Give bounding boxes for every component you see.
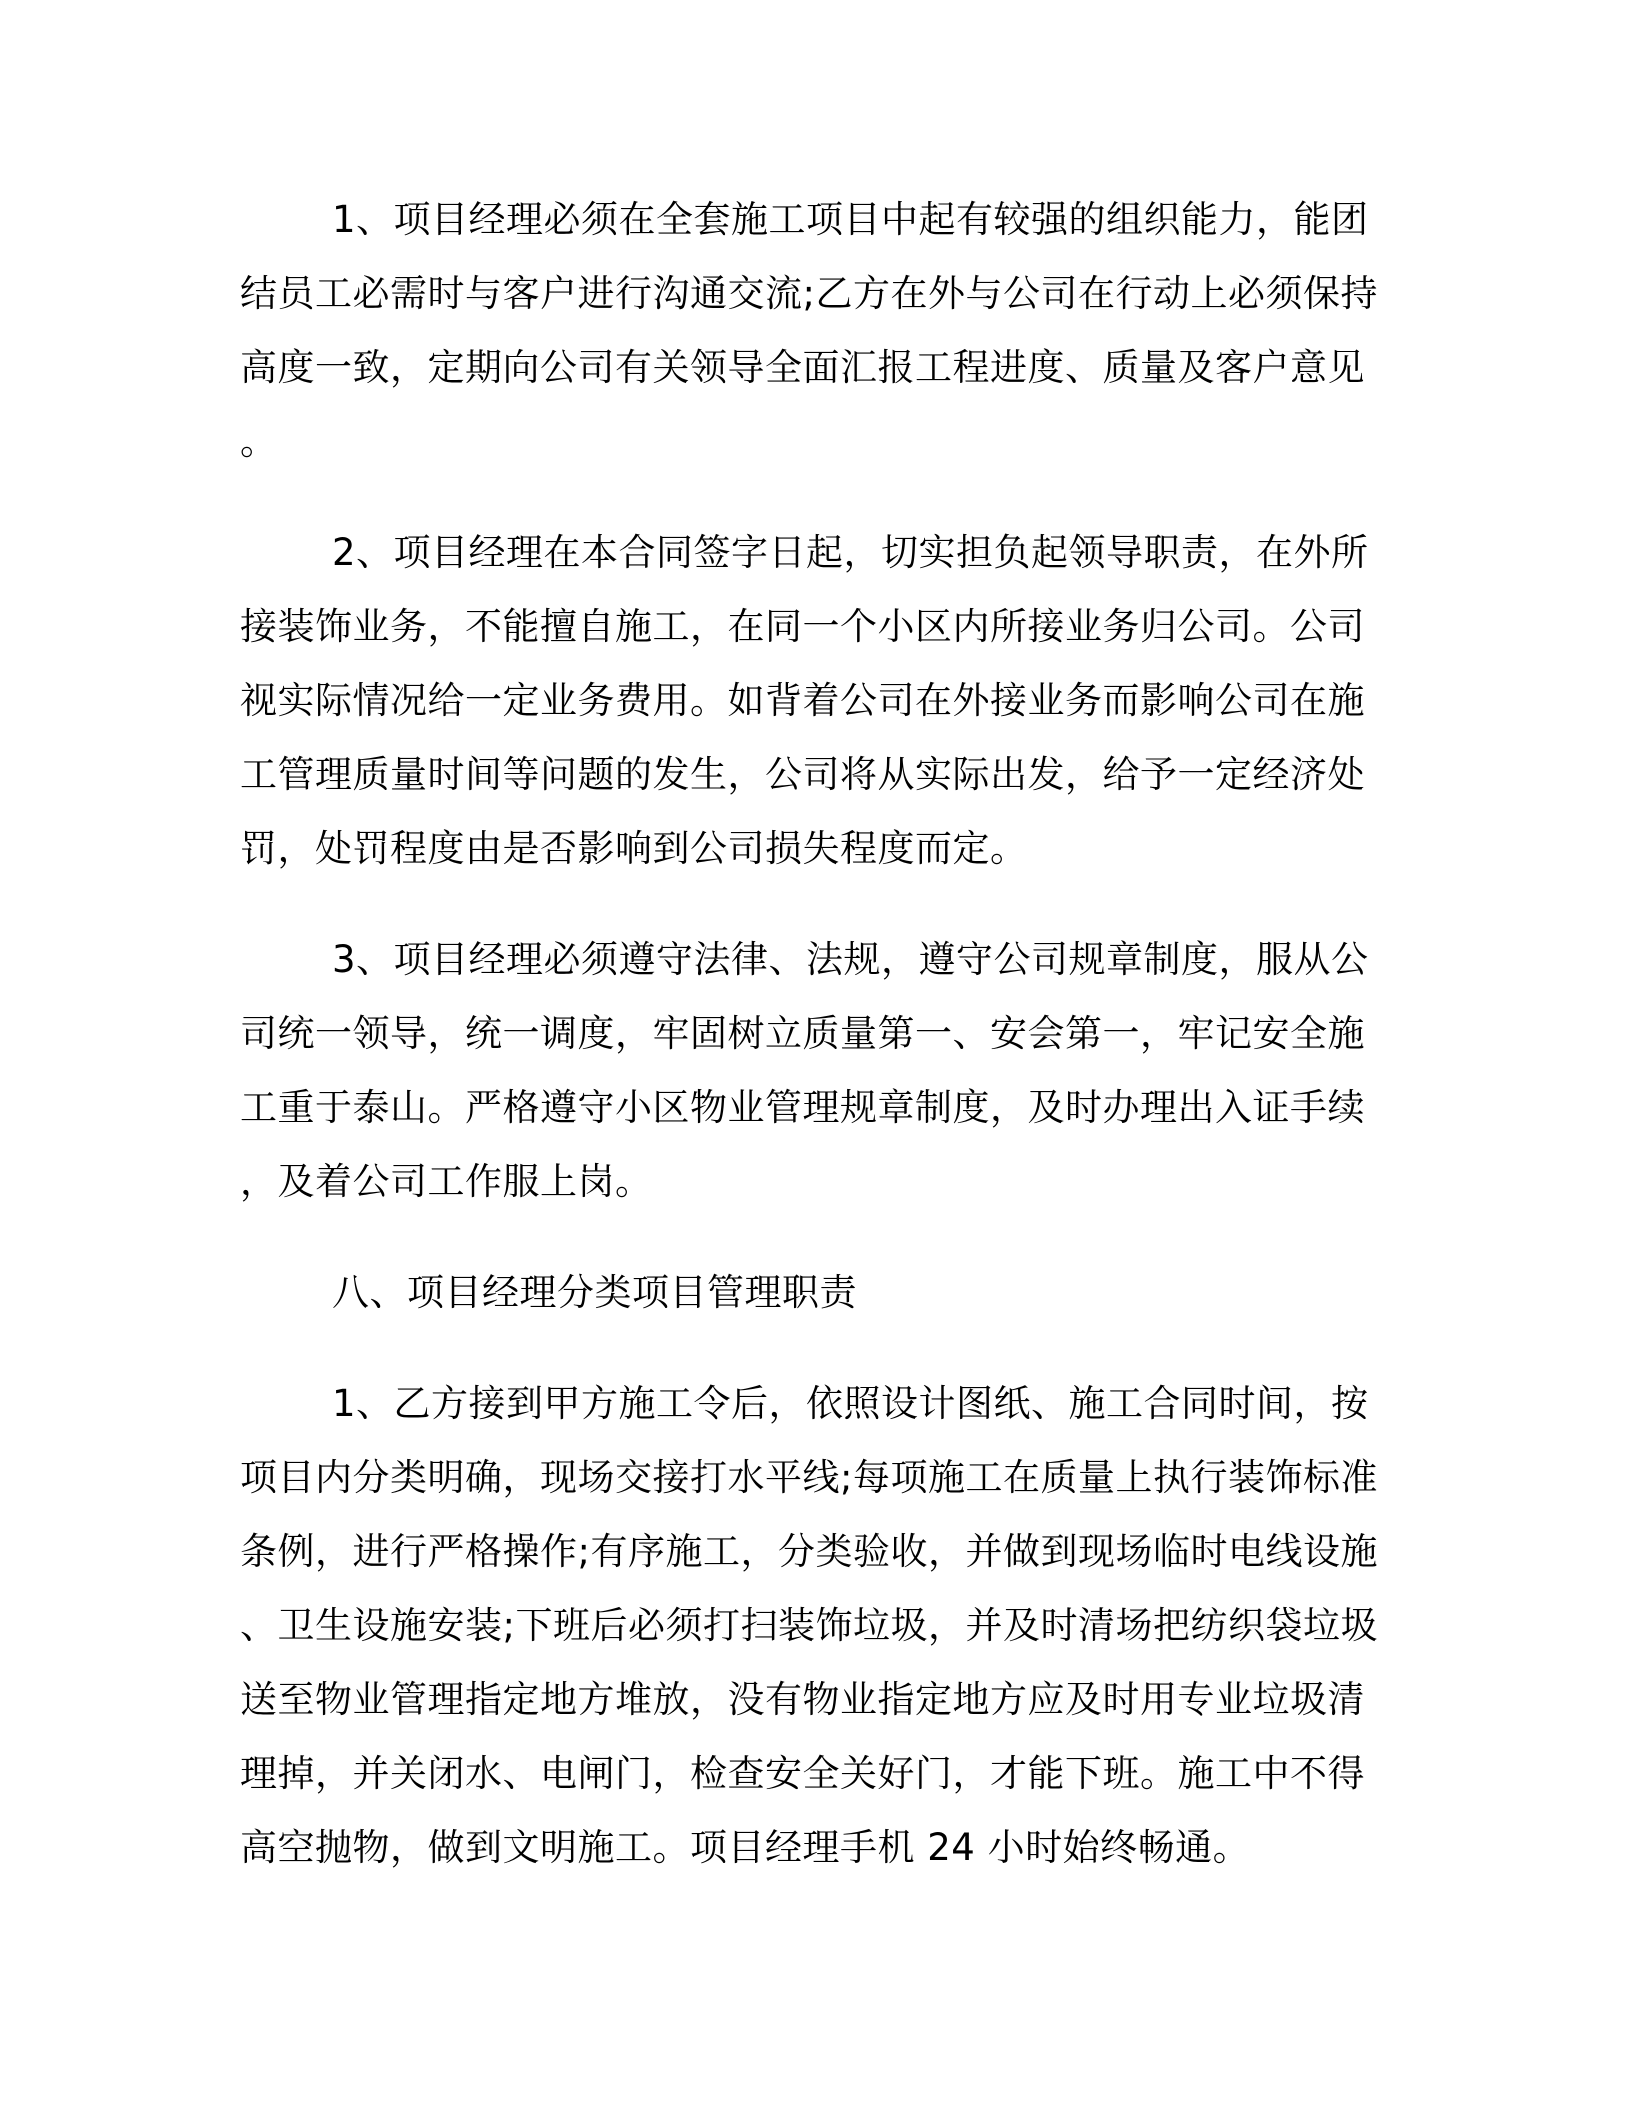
- paragraph-duty-1: 1、项目经理必须在全套施工项目中起有较强的组织能力，能团结员工必需时与客户进行沟通交流;乙方在外与公司在行动上必须保持高度一致，定期向公司有关领导全面汇报工程进度、质量及客户意见。: [240, 198, 1378, 463]
- document-body: [240, 183, 1380, 1922]
- paragraph-management-1: 1、乙方接到甲方施工令后，依照设计图纸、施工合同时间，按项目内分类明确，现场交接打水平线;每项施工在质量上执行装饰标准条例，进行严格操作;有序施工，分类验收，并做到现场临时电线设施、卫生设施安装;下班后必须打扫装饰垃圾，并及时清场把纺织袋垃圾送至物业管理指定地方堆放，没有物业指定地方应及时用专业垃圾清理掉，并关闭水、电闸门，检查安全关好门，才能下班。施工中不得高空抛物，做到文明施工。项目经理手机 24 小时始终畅通。: [240, 1382, 1378, 1869]
- section-heading: 八、项目经理分类项目管理职责: [332, 1271, 857, 1314]
- paragraph-duty-2: 2、项目经理在本合同签字日起，切实担负起领导职责，在外所接装饰业务，不能擅自施工，在同一个小区内所接业务归公司。公司视实际情况给一定业务费用。如背着公司在外接业务而影响公司在施工管理质量时间等问题的发生，公司将从实际出发，给予一定经济处罚，处罚程度由是否影响到公司损失程度而定。: [240, 531, 1369, 870]
- paragraph-duty-3: 3、项目经理必须遵守法律、法规，遵守公司规章制度，服从公司统一领导，统一调度，牢固树立质量第一、安会第一，牢记安全施工重于泰山。严格遵守小区物业管理规章制度，及时办理出入证手续，及着公司工作服上岗。: [240, 938, 1369, 1203]
